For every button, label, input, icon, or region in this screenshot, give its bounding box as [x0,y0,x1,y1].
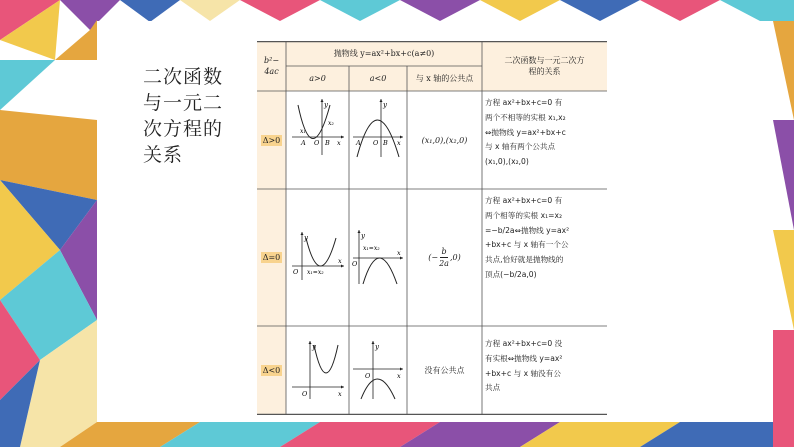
graph-label-y: y [383,101,387,109]
graph-label-o: O [365,372,371,380]
graph-row1-a-negative [351,97,405,159]
header-a-positive: a>0 [286,66,349,91]
graph-label-y: y [312,343,316,351]
graph-label-x: x [397,372,401,380]
desc-line: 方程 ax²+bx+c=0 有 [485,196,563,205]
header-disc-line1: b²− [263,56,280,65]
graph-label-x: x [338,390,342,398]
graph-label-o: O [373,139,379,147]
row1-points: (x₁,0),(x₂,0) [421,135,468,145]
desc-line: 方程 ax²+bx+c=0 有 [485,98,563,107]
desc-line: 两个相等的实根 x₁=x₂ [485,210,563,220]
side-title [143,64,253,168]
graph-label-o: O [293,268,299,276]
desc-line: +bx+c 与 x 轴有一个公 [485,240,569,250]
delta-badge: Δ=0 [262,253,281,262]
row2-points-prefix: (− [428,253,439,262]
desc-line: 两个不相等的实根 x₁,x₂ [485,112,566,122]
graph-label-x1-eq-x2: x₁=x₂ [307,269,324,276]
side-title-line: 二次函数 [143,66,224,88]
graph-label-y: y [375,343,379,351]
side-title-line: 与一元二 [143,92,224,114]
desc-line: 方程 ax²+bx+c=0 没 [485,339,563,348]
graph-label-x: x [397,139,401,147]
row3-points: 没有公共点 [424,366,465,375]
graph-label-o: O [314,139,320,147]
desc-line: +bx+c 与 x 轴没有公 [485,368,561,378]
graph-label-y: y [324,101,328,109]
graph-row1-a-positive [290,97,346,157]
graph-label-a: A [356,139,361,147]
desc-line: (x₁,0),(x₂,0) [485,157,529,167]
fraction-denominator: 2a [439,259,449,268]
header-relation-line2: 程的关系 [528,67,561,76]
side-title-line: 次方程的 [143,118,224,140]
graph-label-b: B [325,139,330,147]
header-relation-line1: 二次函数与一元二次方 [504,56,585,65]
desc-line: ⇔抛物线 y=ax²+bx+c [485,127,566,137]
row3-description [485,337,596,396]
graph-row3-a-positive [290,339,346,401]
graph-label-o: O [302,390,308,398]
delta-badge: Δ<0 [262,366,281,375]
graph-label-x1-eq-x2: x₁=x₂ [363,245,380,252]
graph-label-y: y [304,234,308,242]
graph-label-x: x [337,139,341,147]
graph-row2-a-negative [351,228,405,286]
graph-label-x1: x₁ [300,128,306,135]
desc-line: 顶点(−b/2a,0) [485,269,537,279]
graph-label-a: A [301,139,306,147]
side-title-line: 关系 [143,144,184,166]
fraction-numerator: b [441,247,447,256]
row1-description [485,96,596,170]
graph-label-o: O [352,260,358,268]
desc-line: 共点 [485,383,501,393]
graph-label-x2: x₂ [328,120,334,127]
row2-description [485,194,596,283]
desc-line: =−b/2a⇔抛物线 y=ax² [485,225,570,235]
desc-line: 共点,恰好就是抛物线的 [485,255,564,265]
graph-label-y: y [361,232,365,240]
row2-points-suffix: ,0) [449,253,461,262]
graph-label-b: B [383,139,388,147]
desc-line: 与 x 轴有两个公共点 [485,142,556,152]
header-a-negative: a<0 [349,66,407,91]
graph-row2-a-positive [290,230,346,286]
header-disc-line2: 4ac [264,67,279,76]
graph-label-x: x [338,257,342,265]
header-intersection: 与 x 轴的公共点 [407,66,482,91]
delta-badge: Δ>0 [262,135,281,145]
desc-line: 有实根⇔抛物线 y=ax² [485,353,563,363]
header-parabola-group: 抛物线 y=ax²+bx+c(a≠0) [286,41,482,66]
graph-label-x: x [397,249,401,257]
graph-row3-a-negative [351,339,405,401]
